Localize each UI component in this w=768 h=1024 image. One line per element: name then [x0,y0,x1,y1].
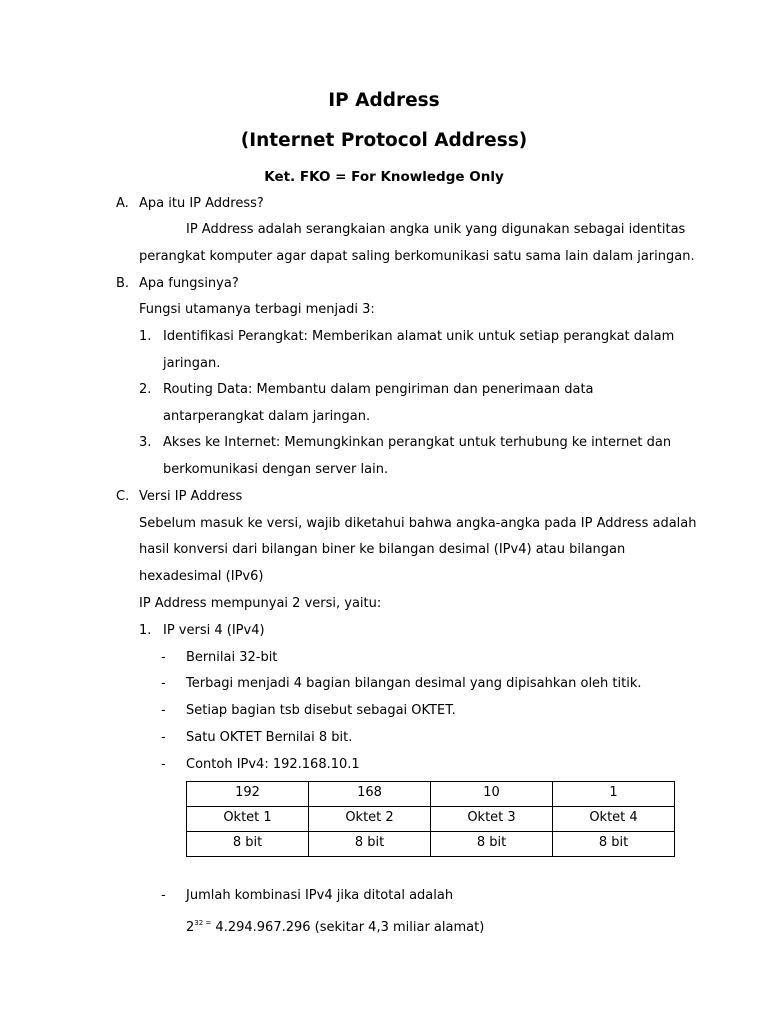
list-item-text: Routing Data: Membantu dalam pengiriman dan penerimaan data [163,382,594,397]
list-item-text-cont: jaringan. [163,356,221,371]
formula-exponent: 32 = [194,919,212,927]
table-cell: 192 [187,782,309,807]
table-cell: Oktet 2 [309,807,431,832]
list-item-number: 3. [139,435,152,450]
table-row [187,807,675,832]
list-item-text-cont: berkomunikasi dengan server lain. [163,462,389,477]
ipv4-octet-table [186,781,675,857]
ipv4-number: 1. [139,623,152,638]
table-cell: 10 [431,782,553,807]
dash-bullet: - [161,676,166,691]
bullet-text: Terbagi menjadi 4 bagian bilangan desimal yang dipisahkan oleh titik. [186,676,642,691]
dash-bullet: - [161,730,166,745]
bullet-text: Satu OKTET Bernilai 8 bit. [186,730,353,745]
table-cell: Oktet 3 [431,807,553,832]
section-c-para-line-1: Sebelum masuk ke versi, wajib diketahui bahwa angka-angka pada IP Address adalah [139,516,697,531]
section-a-body-line-1: IP Address adalah serangkaian angka unik yang digunakan sebagai identitas [186,222,686,237]
table-cell: 8 bit [553,832,675,857]
section-c-para-line-2: hasil konversi dari bilangan biner ke bilangan desimal (IPv4) atau bilangan [139,542,626,557]
table-cell: Oktet 1 [187,807,309,832]
formula-base: 2 [186,920,195,935]
dash-bullet: - [161,888,166,903]
section-c-marker: C. [116,489,130,504]
formula-line [186,915,484,936]
combo-bullet-text: Jumlah kombinasi IPv4 jika ditotal adalah [186,888,454,903]
section-c-para-line-3: hexadesimal (IPv6) [139,569,264,584]
title-line-1: IP Address [328,90,440,111]
table-cell: 8 bit [187,832,309,857]
section-b-intro: Fungsi utamanya terbagi menjadi 3: [139,302,375,317]
table-cell: Oktet 4 [553,807,675,832]
versions-intro: IP Address mempunyai 2 versi, yaitu: [139,596,382,611]
ipv4-heading: IP versi 4 (IPv4) [163,623,265,638]
section-b-heading: Apa fungsinya? [139,276,239,291]
bullet-text: Bernilai 32-bit [186,650,278,665]
section-b-marker: B. [116,276,130,291]
table-cell: 8 bit [431,832,553,857]
dash-bullet: - [161,703,166,718]
table-cell: 1 [553,782,675,807]
section-a-body-line-2: perangkat komputer agar dapat saling berkomunikasi satu sama lain dalam jaringan. [139,249,695,264]
table-row [187,782,675,807]
dash-bullet: - [161,757,166,772]
table-row [187,832,675,857]
dash-bullet: - [161,650,166,665]
table-cell: 168 [309,782,431,807]
section-a-marker: A. [116,196,129,211]
subtitle: Ket. FKO = For Knowledge Only [264,169,504,185]
section-c-heading: Versi IP Address [139,489,243,504]
list-item-text: Akses ke Internet: Memungkinkan perangkat untuk terhubung ke internet dan [163,435,672,450]
list-item-number: 2. [139,382,152,397]
list-item-text-cont: antarperangkat dalam jaringan. [163,409,371,424]
title-line-2: (Internet Protocol Address) [240,130,528,151]
bullet-text: Contoh IPv4: 192.168.10.1 [186,757,360,772]
formula-result: 4.294.967.296 (sekitar 4,3 miliar alamat) [215,920,485,935]
bullet-text: Setiap bagian tsb disebut sebagai OKTET. [186,703,456,718]
list-item-text: Identifikasi Perangkat: Memberikan alamat unik untuk setiap perangkat dalam [163,329,675,344]
list-item-number: 1. [139,329,152,344]
table-cell: 8 bit [309,832,431,857]
section-a-heading: Apa itu IP Address? [139,196,264,211]
